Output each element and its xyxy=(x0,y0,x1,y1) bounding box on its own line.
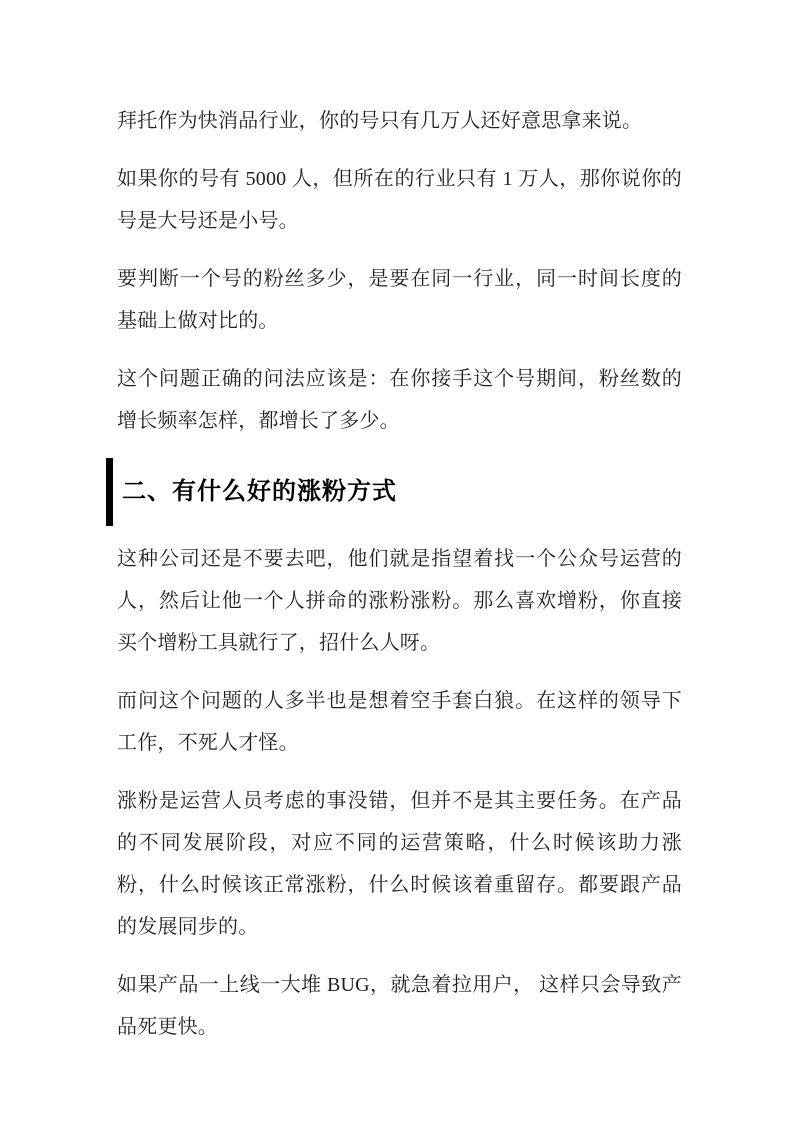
body-paragraph-4: 如果产品一上线一大堆 BUG，就急着拉用户， 这样只会导致产品死更快。 xyxy=(117,974,682,1038)
document-page xyxy=(117,0,682,1048)
intro-paragraph-3: 要判断一个号的粉丝多少，是要在同一行业，同一时间长度的基础上做对比的。 xyxy=(117,268,682,332)
body-paragraph-3: 涨粉是运营人员考虑的事没错，但并不是其主要任务。在产品的不同发展阶段，对应不同的运营策略，什么时候该助力涨粉，什么时候该正常涨粉，什么时候该着重留存。都要跟产品的发展同步的。 xyxy=(117,790,682,938)
intro-paragraph-4: 这个问题正确的问法应该是：在你接手这个号期间，粉丝数的增长频率怎样，都增长了多少。 xyxy=(117,368,682,432)
intro-paragraph-2: 如果你的号有 5000 人，但所在的行业只有 1 万人，那你说你的号是大号还是小号。 xyxy=(117,168,682,232)
intro-paragraph-1: 拜托作为快消品行业，你的号只有几万人还好意思拿来说。 xyxy=(117,110,643,132)
body-paragraph-2: 而问这个问题的人多半也是想着空手套白狼。在这样的领导下工作，不死人才怪。 xyxy=(117,690,682,754)
body-paragraph-1: 这种公司还是不要去吧，他们就是指望着找一个公众号运营的人，然后让他一个人拼命的涨粉涨粉。那么喜欢增粉，你直接买个增粉工具就行了，招什么人呀。 xyxy=(117,548,682,654)
section-heading: 二、有什么好的涨粉方式 xyxy=(106,458,682,526)
